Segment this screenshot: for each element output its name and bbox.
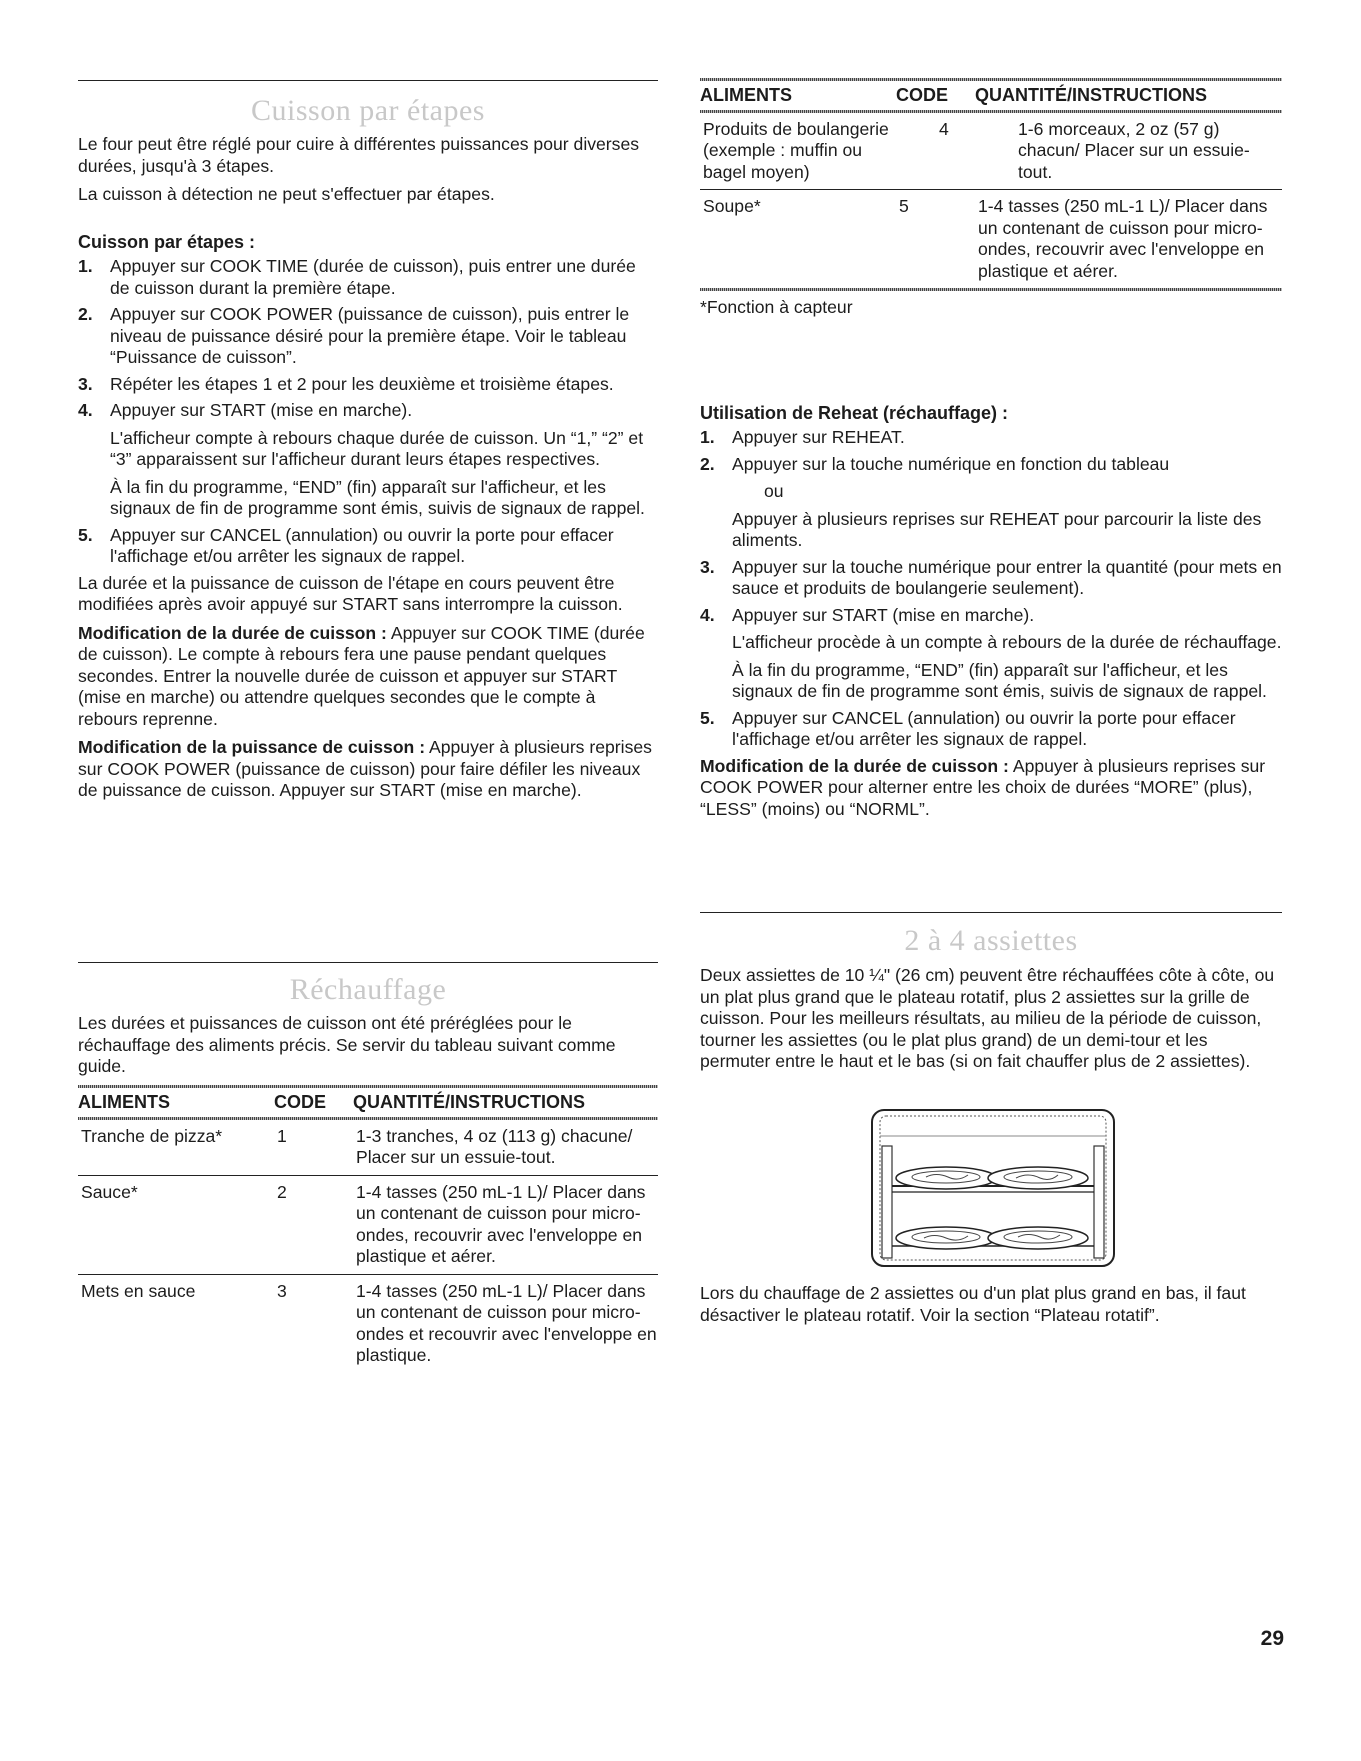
assiettes-block	[700, 965, 1282, 1080]
mod-time-paragraph	[700, 756, 1282, 821]
cell-instructions: 1-4 tasses (250 mL-1 L)/ Placer dans un contenant de cuisson pour micro-ondes, recouvrir avec l'enveloppe en plastique et aérer.	[978, 196, 1268, 281]
cell-food: Sauce*	[81, 1181, 138, 1202]
mod-time-label: Modification de la durée de cuisson :	[78, 622, 387, 643]
mod-power-paragraph	[78, 737, 658, 802]
mod-time-text: Appuyer sur COOK TIME (durée de cuisson). Le compte à rebours fera une pause pendant quelques secondes. Entrer la nouvelle durée de cuisson et appuyer sur START (mise en marche) ou attendre quelques secondes que le compte à rebours reprenne.	[78, 622, 645, 729]
cell-code: 1	[277, 1125, 287, 1146]
step-text: Appuyer sur REHEAT.	[732, 427, 905, 447]
step-number: 1.	[700, 427, 715, 447]
header-code: CODE	[896, 85, 949, 105]
cell-instructions: 1-3 tranches, 4 oz (113 g) chacune/ Placer sur un essuie-tout.	[356, 1125, 633, 1167]
cell-instructions: 1-4 tasses (250 mL-1 L)/ Placer dans un contenant de cuisson pour micro-ondes et recouvrir avec l'enveloppe en plastique.	[356, 1280, 657, 1365]
after-steps-paragraph: La durée et la puissance de cuisson de l'étape en cours peuvent être modifiées après avoir appuyé sur START sans interrompre la cuisson.	[78, 572, 623, 614]
step-item	[700, 454, 1282, 552]
reheat-steps-list	[700, 427, 1282, 751]
intro-paragraph: Le four peut être réglé pour cuire à différentes puissances pour diverses durées, jusqu'à 3 étapes.	[78, 134, 640, 176]
section-title-rechauffage: Réchauffage	[289, 973, 447, 1006]
cell-code: 2	[277, 1181, 287, 1202]
page-number: 29	[1260, 1627, 1284, 1650]
table-bottom-bar	[700, 288, 1282, 291]
step-detail: L'afficheur procède à un compte à rebours de la durée de réchauffage.	[732, 632, 1282, 652]
mod-power-text: Appuyer à plusieurs reprises sur COOK POWER (puissance de cuisson) pour faire défiler les niveaux de puissance de cuisson. Appuyer sur START (mise en marche).	[78, 737, 652, 800]
mod-power-label: Modification de la puissance de cuisson :	[78, 737, 426, 757]
cell-code: 4	[939, 118, 949, 139]
assiettes-text: Deux assiettes de 10 ¼" (26 cm) peuvent être réchauffées côte à côte, ou un plat plus grand que le plateau rotatif, plus 2 assiettes sur la grille de cuisson. Pour les meilleurs résultats, au milieu de la période de cuisson, tourner les assiettes (ou le plat plus grand) de un demi-tour et les permuter entre le haut et le bas (si on fait chauffer plus de 2 assiettes).	[700, 965, 1275, 1071]
step-text: Appuyer sur COOK POWER (puissance de cuisson), puis entrer le niveau de puissance désiré pour la première étape. Voir le tableau “Puissance de cuisson”.	[110, 304, 630, 367]
step-text: Appuyer sur la touche numérique en fonction du tableau	[732, 453, 1170, 474]
cell-code: 3	[277, 1280, 287, 1301]
table-row	[700, 190, 1282, 288]
step-text: Appuyer sur START (mise en marche).	[110, 400, 413, 420]
table-row	[78, 1120, 658, 1176]
header-aliments: ALIMENTS	[700, 85, 792, 105]
step-number: 3.	[78, 373, 93, 394]
table-header	[78, 1088, 658, 1117]
step-item	[78, 525, 658, 568]
step-number: 4.	[78, 400, 93, 420]
section-title-assiettes: 2 à 4 assiettes	[904, 924, 1078, 957]
step-detail: Appuyer à plusieurs reprises sur REHEAT pour parcourir la liste des aliments.	[732, 508, 1262, 550]
section-rule	[700, 912, 1282, 913]
section-rule	[78, 80, 658, 81]
steps-list	[78, 256, 658, 568]
step-text: Appuyer sur la touche numérique pour entrer la quantité (pour mets en sauce et produits de boulangerie seulement).	[732, 556, 1282, 598]
step-text: Appuyer sur START (mise en marche).	[732, 604, 1035, 625]
step-number: 5.	[700, 707, 715, 728]
step-text: Appuyer sur CANCEL (annulation) ou ouvrir la porte pour effacer l'affichage et/ou arrêter les signaux de rappel.	[732, 707, 1236, 749]
step-text: Appuyer sur CANCEL (annulation) ou ouvrir la porte pour effacer l'affichage et/ou arrêter les signaux de rappel.	[110, 524, 614, 566]
after-figure-text: Lors du chauffage de 2 assiettes ou d'un plat plus grand en bas, il faut désactiver le plateau rotatif. Voir la section “Plateau rotatif”.	[700, 1283, 1246, 1325]
table-header	[700, 81, 1282, 110]
step-number: 4.	[700, 604, 715, 625]
step-item	[78, 256, 658, 299]
cell-food: Mets en sauce	[81, 1280, 196, 1301]
section-title-cuisson: Cuisson par étapes	[251, 94, 485, 127]
reheat-table-right	[700, 78, 1282, 319]
cell-food: Tranche de pizza*	[81, 1125, 223, 1146]
reheat-heading: Utilisation de Reheat (réchauffage) :	[700, 403, 1009, 423]
cuisson-intro	[78, 134, 658, 213]
step-item	[78, 374, 658, 396]
intro-paragraph: La cuisson à détection ne peut s'effectuer par étapes.	[78, 184, 495, 204]
step-number: 3.	[700, 556, 715, 577]
step-number: 2.	[78, 304, 93, 324]
step-number: 5.	[78, 524, 93, 545]
header-code: CODE	[274, 1092, 327, 1112]
footnote: *Fonction à capteur	[700, 297, 853, 317]
mod-time-paragraph	[78, 623, 658, 731]
cell-food: Produits de boulangerie (exemple : muffin ou bagel moyen)	[703, 118, 889, 182]
step-item	[700, 427, 1282, 449]
header-instructions: QUANTITÉ/INSTRUCTIONS	[353, 1092, 585, 1112]
oven-plates-illustration	[868, 1106, 1118, 1270]
step-text: Appuyer sur COOK TIME (durée de cuisson), puis entrer une durée de cuisson durant la première étape.	[110, 256, 636, 298]
mod-time-label: Modification de la durée de cuisson :	[700, 755, 1009, 776]
table-row	[700, 113, 1282, 191]
table-row	[78, 1275, 658, 1373]
step-detail: À la fin du programme, “END” (fin) apparaît sur l'afficheur, et les signaux de fin de programme sont émis, suivis de signaux de rappel.	[110, 476, 645, 518]
cell-code: 5	[899, 196, 909, 216]
header-aliments: ALIMENTS	[78, 1092, 170, 1112]
reheat-usage-block	[700, 402, 1282, 827]
oven-plates-diagram	[868, 1106, 1118, 1270]
step-or: ou	[764, 481, 784, 501]
table-row	[78, 1176, 658, 1275]
step-number: 1.	[78, 256, 93, 276]
step-number: 2.	[700, 453, 715, 474]
cell-instructions: 1-4 tasses (250 mL-1 L)/ Placer dans un contenant de cuisson pour micro-ondes, recouvrir avec l'enveloppe en plastique et aérer.	[356, 1181, 646, 1266]
step-detail: À la fin du programme, “END” (fin) apparaît sur l'afficheur, et les signaux de fin de programme sont émis, suivis de signaux de rappel.	[732, 659, 1267, 701]
cell-food: Soupe*	[703, 196, 761, 216]
rechauffage-intro-text: Les durées et puissances de cuisson ont été préréglées pour le réchauffage des aliments précis. Se servir du tableau suivant comme guide.	[78, 1013, 616, 1076]
cell-instructions: 1-6 morceaux, 2 oz (57 g) chacun/ Placer sur un essuie-tout.	[1018, 118, 1250, 182]
mod-time-text: Appuyer à plusieurs reprises sur COOK POWER pour alterner entre les choix de durées “MORE” (plus), “LESS” (moins) ou “NORML”.	[700, 755, 1266, 819]
step-item	[78, 400, 658, 520]
after-figure-block	[700, 1283, 1282, 1333]
step-item	[700, 557, 1282, 600]
steps-heading: Cuisson par étapes :	[78, 232, 256, 252]
reheat-table-left	[78, 1085, 658, 1373]
step-detail: L'afficheur compte à rebours chaque durée de cuisson. Un “1,” “2” et “3” apparaissent sur l'afficheur durant leurs étapes respectives.	[110, 427, 644, 469]
cuisson-steps-block	[78, 231, 658, 809]
rechauffage-intro	[78, 1013, 658, 1085]
section-rule	[78, 962, 658, 963]
step-item	[700, 708, 1282, 751]
step-item	[78, 304, 658, 369]
header-instructions: QUANTITÉ/INSTRUCTIONS	[975, 85, 1207, 105]
step-text: Répéter les étapes 1 et 2 pour les deuxième et troisième étapes.	[110, 373, 614, 394]
step-item	[700, 605, 1282, 703]
